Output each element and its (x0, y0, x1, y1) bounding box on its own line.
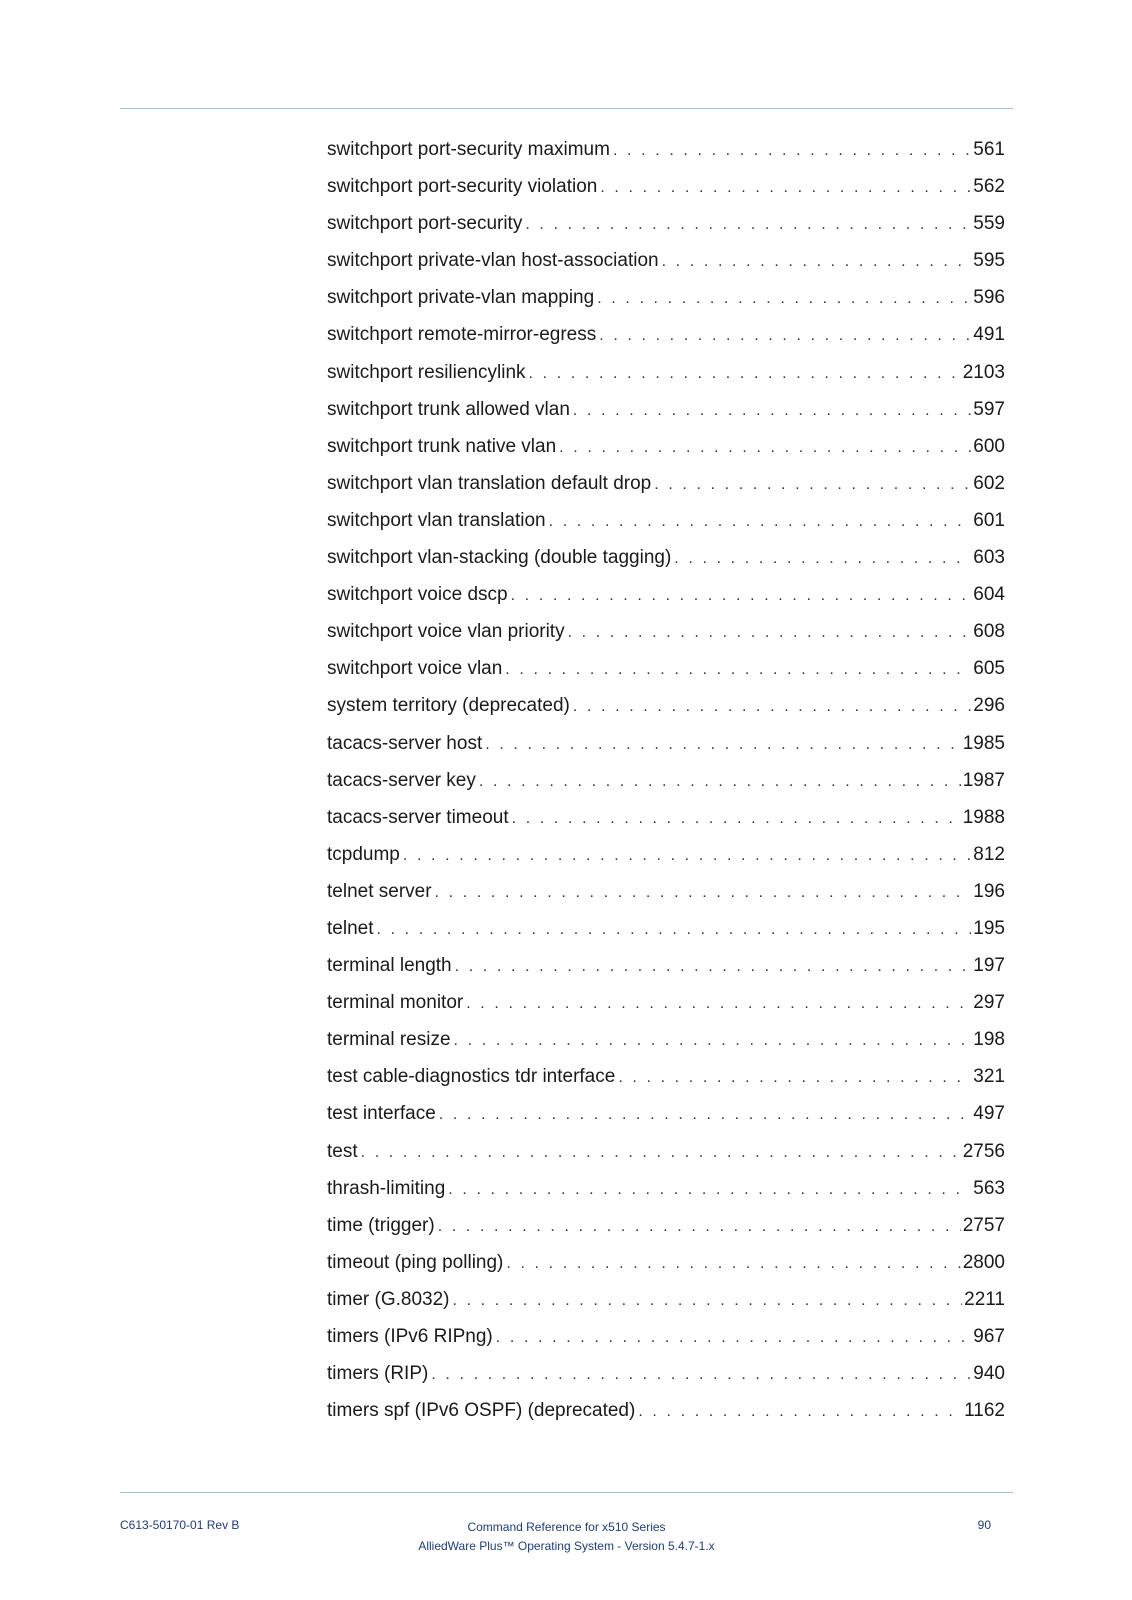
dot-leader (599, 317, 971, 354)
index-page-number: 491 (973, 324, 1005, 346)
index-entry (327, 316, 1005, 353)
dot-leader (452, 1282, 962, 1319)
index-term: telnet (327, 917, 374, 939)
index-page-number: 2756 (962, 1140, 1005, 1162)
index-entry (327, 279, 1005, 316)
index-page-number: 2800 (962, 1251, 1005, 1273)
index-term: system territory (deprecated) (327, 695, 570, 717)
index-term: switchport voice vlan priority (327, 621, 565, 643)
dot-leader (485, 726, 960, 763)
index-page-number: 601 (973, 509, 1005, 531)
index-page-number: 2757 (962, 1214, 1005, 1236)
index-term: timeout (ping polling) (327, 1251, 504, 1273)
index-entry (327, 502, 1005, 539)
dot-leader (512, 800, 961, 837)
index-page-number: 602 (973, 472, 1005, 494)
index-page-number: 561 (973, 139, 1005, 160)
index-page-number: 2211 (964, 1288, 1005, 1310)
index-page-number: 603 (973, 547, 1005, 569)
dot-leader (600, 169, 971, 206)
dot-leader (466, 985, 971, 1022)
index-term: terminal monitor (327, 992, 464, 1014)
dot-leader (573, 688, 971, 725)
index-entry (327, 836, 1005, 873)
index-entry (327, 1170, 1005, 1207)
index-entry (327, 168, 1005, 205)
index-term: telnet server (327, 880, 432, 902)
dot-leader (568, 614, 972, 651)
dot-leader (479, 763, 961, 800)
dot-leader (361, 1134, 961, 1171)
dot-leader (559, 429, 971, 466)
index-entry (327, 242, 1005, 279)
index-term: switchport private-vlan host-association (327, 250, 659, 272)
index-page-number: 198 (973, 1029, 1005, 1051)
index-entry (327, 1095, 1005, 1132)
index-entry (327, 799, 1005, 836)
dot-leader (454, 1022, 972, 1059)
index-term: tacacs-server timeout (327, 806, 509, 828)
dot-leader (505, 651, 971, 688)
page-number: 90 (977, 1518, 991, 1532)
index-page-number: 1162 (964, 1400, 1005, 1422)
dot-leader (403, 837, 971, 874)
index-entry (327, 650, 1005, 687)
document-id: C613-50170-01 Rev B (120, 1518, 240, 1532)
dot-leader (654, 466, 971, 503)
index-page-number: 596 (973, 287, 1005, 309)
index-page-number: 608 (973, 621, 1005, 643)
index-entry (327, 873, 1005, 910)
index-term: timers spf (IPv6 OSPF) (deprecated) (327, 1400, 636, 1422)
index-page-number: 605 (973, 658, 1005, 680)
index-entry (327, 576, 1005, 613)
index-page-number: 595 (973, 250, 1005, 272)
dot-leader (613, 132, 971, 169)
index-page-number: 559 (973, 213, 1005, 235)
index-page-number: 1987 (962, 769, 1005, 791)
index-term: switchport trunk allowed vlan (327, 398, 570, 420)
index-page-number: 1988 (962, 806, 1005, 828)
dot-leader (511, 577, 972, 614)
index-entry (327, 1281, 1005, 1318)
index-page-number: 812 (973, 843, 1005, 865)
index-page-number: 940 (973, 1363, 1005, 1385)
index-term: tcpdump (327, 843, 400, 865)
index-term: terminal resize (327, 1029, 451, 1051)
index-entry (327, 391, 1005, 428)
index-entry (327, 1392, 1005, 1429)
dot-leader (549, 503, 972, 540)
dot-leader (529, 355, 961, 392)
index-page-number: 196 (973, 880, 1005, 902)
index-entry (327, 539, 1005, 576)
index-page-number: 1985 (962, 732, 1005, 754)
index-term: terminal length (327, 955, 452, 977)
dot-leader (638, 1393, 962, 1430)
footer-rule (120, 1492, 1013, 1493)
dot-leader (674, 540, 971, 577)
index-page-number: 497 (973, 1103, 1005, 1125)
index-page-number: 296 (973, 695, 1005, 717)
index-term: switchport voice vlan (327, 658, 503, 680)
index-entry (327, 1021, 1005, 1058)
index-page-number: 2103 (962, 361, 1005, 383)
dot-leader (496, 1319, 972, 1356)
index-page-number: 597 (973, 398, 1005, 420)
dot-leader (618, 1059, 971, 1096)
index-entry (327, 687, 1005, 724)
index-term: thrash-limiting (327, 1177, 446, 1199)
index-page-number: 197 (973, 955, 1005, 977)
index-entry (327, 1318, 1005, 1355)
index-term: tacacs-server host (327, 732, 483, 754)
dot-leader (597, 280, 971, 317)
index-entry (327, 1207, 1005, 1244)
index-entry (327, 1355, 1005, 1392)
index-term: switchport vlan-stacking (double tagging) (327, 547, 672, 569)
dot-leader (525, 206, 971, 243)
dot-leader (439, 1096, 972, 1133)
index-term: tacacs-server key (327, 769, 476, 791)
index-term: time (trigger) (327, 1214, 435, 1236)
index-term: switchport trunk native vlan (327, 435, 557, 457)
index-term: switchport remote-mirror-egress (327, 324, 597, 346)
index-term: timers (RIP) (327, 1363, 429, 1385)
index-term: test interface (327, 1103, 436, 1125)
index-entry (327, 984, 1005, 1021)
header-rule (120, 108, 1013, 109)
footer-title-block (120, 1518, 1013, 1556)
dot-leader (455, 948, 972, 985)
index-entry (327, 947, 1005, 984)
index-entry (327, 910, 1005, 947)
index-term: switchport resiliencylink (327, 361, 526, 383)
index-entry (327, 725, 1005, 762)
index-term: timer (G.8032) (327, 1288, 450, 1310)
index-entry (327, 205, 1005, 242)
dot-leader (438, 1208, 961, 1245)
footer-subtitle: AlliedWare Plus™ Operating System - Version 5.4.7-1.x (418, 1539, 715, 1553)
dot-leader (573, 392, 971, 429)
index-entry (327, 1244, 1005, 1281)
dot-leader (376, 911, 971, 948)
index-entry (327, 131, 1005, 168)
index-term: switchport port-security violation (327, 176, 598, 198)
index-page-number: 604 (973, 584, 1005, 606)
index-entry (327, 1133, 1005, 1170)
index-term: switchport vlan translation default drop (327, 472, 652, 494)
index-list (327, 131, 1005, 1429)
index-entry (327, 613, 1005, 650)
index-term: switchport private-vlan mapping (327, 287, 595, 309)
dot-leader (435, 874, 972, 911)
index-page-number: 967 (973, 1326, 1005, 1347)
index-page-number: 562 (973, 176, 1005, 198)
index-page-number: 195 (973, 917, 1005, 939)
index-page-number: 600 (973, 435, 1005, 457)
index-term: timers (IPv6 RIPng) (327, 1326, 493, 1347)
dot-leader (448, 1171, 971, 1208)
dot-leader (662, 243, 972, 280)
index-term: switchport voice dscp (327, 584, 508, 606)
index-term: test (327, 1140, 358, 1162)
index-page-number: 321 (973, 1066, 1005, 1088)
index-term: test cable-diagnostics tdr interface (327, 1066, 616, 1088)
index-page-number: 563 (973, 1177, 1005, 1199)
index-term: switchport port-security maximum (327, 139, 610, 160)
dot-leader (506, 1245, 960, 1282)
dot-leader (431, 1356, 971, 1393)
index-page-number: 297 (973, 992, 1005, 1014)
index-entry (327, 762, 1005, 799)
index-entry (327, 428, 1005, 465)
footer-title: Command Reference for x510 Series (467, 1520, 666, 1534)
index-term: switchport port-security (327, 213, 523, 235)
index-entry (327, 354, 1005, 391)
index-entry (327, 465, 1005, 502)
index-term: switchport vlan translation (327, 509, 546, 531)
index-entry (327, 1058, 1005, 1095)
